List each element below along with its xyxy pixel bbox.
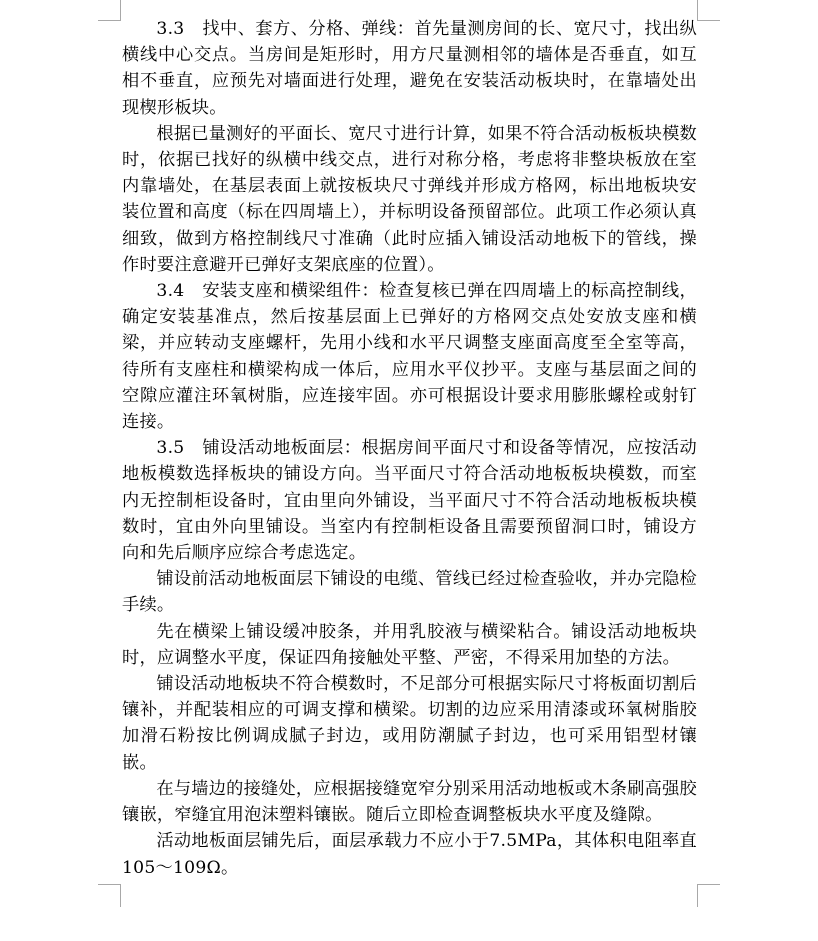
paragraph-load-capacity: 活动地板面层铺先后，面层承载力不应小于7.5MPa，其体积电阻率直105～109Ω。 <box>122 831 697 878</box>
crop-mark-top-right <box>697 0 720 21</box>
crop-mark-bottom-left <box>98 884 121 907</box>
paragraph-section-3-4: 3.4 安装支座和横梁组件：检查复核已弹在四周墙上的标高控制线，确定安装基准点，然后按基层面上已弹好的方格网交点处安放支座和横梁，并应转动支座螺杆，先用小线和水平尺调整支座面高度至全室等高，待所有支座柱和横梁构成一体后，应用水平仪抄平。支座与基层面之间的空隙应灌注环氧树脂，应连接牢固。亦可根据设计要求用膨胀螺栓或射钉连接。 <box>122 281 697 433</box>
paragraph-buffer-strip: 先在横梁上铺设缓冲胶条，并用乳胶液与横梁粘合。铺设活动地板块时，应调整水平度，保证四角接触处平整、严密，不得采用加垫的方法。 <box>122 621 697 668</box>
crop-mark-top-left <box>98 0 121 21</box>
crop-mark-bottom-right <box>697 884 720 907</box>
paragraph-wall-joints: 在与墙边的接缝处，应根据接缝宽窄分别采用活动地板或木条刷高强胶镶嵌，窄缝宜用泡沫塑料镶嵌。随后立即检查调整板块水平度及缝隙。 <box>122 778 697 826</box>
paragraph-section-3-5: 3.5 铺设活动地板面层：根据房间平面尺寸和设备等情况，应按活动地板模数选择板块的铺设方向。当平面尺寸符合活动地板板块模数，而室内无控制柜设备时，宜由里向外铺设，当平面尺寸不符合活动地板板块模数时，宜由外向里铺设。当室内有控制柜设备且需要预留洞口时，铺设方向和先后顺序应综合考虑选定。 <box>122 438 697 564</box>
paragraph-section-3-3: 3.3 找中、套方、分格、弹线：首先量测房间的长、宽尺寸，找出纵横线中心交点。当房间是矩形时，用方尺量测相邻的墙体是否垂直，如互相不垂直，应预先对墙面进行处理，避免在安装活动板块时，在靠墙处出现楔形板块。 <box>122 19 697 118</box>
paragraph-pre-inspection: 铺设前活动地板面层下铺设的电缆、管线已经过检查验收，并办完隐检手续。 <box>122 569 697 616</box>
paragraph-cut-panels: 铺设活动地板块不符合模数时，不足部分可根据实际尺寸将板面切割后镶补，并配装相应的可调支撑和横梁。切割的边应采用清漆或环氧树脂胶加滑石粉按比例调成腻子封边，或用防潮腻子封边，也可采用铝型材镶嵌。 <box>122 674 697 773</box>
paragraph-grid-layout: 根据已量测好的平面长、宽尺寸进行计算，如果不符合活动板板块模数时，依据已找好的纵横中线交点，进行对称分格，考虑将非整块板放在室内靠墙处，在基层表面上就按板块尺寸弹线并形成方格网，标出地板块安装位置和高度（标在四周墙上），并标明设备预留部位。此项工作必须认真细致，做到方格控制线尺寸准确（此时应插入铺设活动地板下的管线，操作时要注意避开已弹好支架底座的位置）。 <box>122 123 697 275</box>
document-body <box>122 16 697 881</box>
